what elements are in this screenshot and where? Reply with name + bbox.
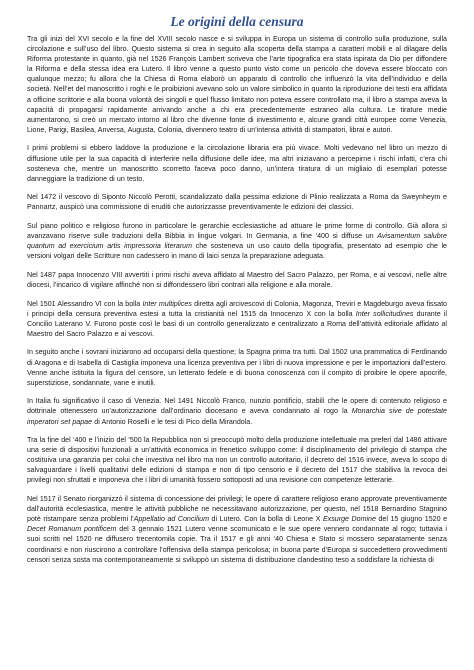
text-run: Nel 1472 il vescovo di Siponto Niccolò Perotti, scandalizzato dalla pessima edizione di Plinio realizzata a Roma da Sweynheym e Pannartz, auspicò una commissione di eruditi che autorizzasse preventivamente le edizioni dei classici. [27,193,447,212]
italic-title-run: Inter sollicitudines [355,309,414,318]
text-run: durante il Concilio Laterano V. Furono poste così le basi di un controllo generalizzato e centralizzato a Roma dell’attività editoriale affidato al Maestro del Sacro Palazzo e ai vescovi. [27,309,447,338]
text-run: che sosteneva un uso cauto della tipografia, presentato ad esempio che le versioni volgari delle Scritture non cadessero in mano di laici senza la preparazione adeguata. [27,242,447,261]
paragraph [27,34,447,135]
text-run: Tra la fine del ‘400 e l’inizio del ‘500 la Repubblica non si preoccupò molto della produzione intellettuale ma preferì dal 1486 attivare una serie di dispositivi funzionali a un’attività economica in frenetico sviluppo come: il disciplinamento del privilegio di stampa che costituiva una garanzia per colui che investiva nel libro ma non un controllo autoritario, il decreto del 1516 invece, aveva lo scopo di salvaguardare i livelli qualitativi delle edizioni di stampa e non di tipo censorio e il decreto del 1517 che stabiliva la revoca dei privilegi non sfruttati e imponeva che i libri di umanità fossero sottoposti ad una revisione con competenze letterarie. [27,436,447,485]
paragraph [27,435,447,485]
text-run: Tra gli inizi del XVI secolo e la fine del XVIII secolo nasce e si sviluppa in Europa un sistema di controllo sulla produzione, sulla circolazione e sull’uso del libro. Questo sistema si crea in seguito alla scoperta della stampa a caratteri mobili e al dilagare della Riforma protestante in quanto, già nel 1526 François Lambert scriveva che l’arte tipografica era stata ispirata da Dio per diffondere la Riforma e della stessa idea era Lutero. Il libro venne a questo punto visto come un pericolo che doveva essere bloccato con qualunque mezzo; fu allora che la Chiesa di Roma elaborò un apparato di controllo che influenzò la vita dell’individuo e della società. Nell’et del manoscritto i roghi e le proibizioni avevano solo un valore simbolico in quanto la riproduzione dei testi era affidata a officine scrittorie e alla buona volontà dei singoli e quel flusso limitato non poteva essere controllato ma, il libro a stampa aveva la capacità di propagarsi rapidamente arrivando anche a chi era precedentemente estraneo alla cultura. Le tirature medie aumentarono, si creò un mercato intorno al libro che divenne fonte di investimento e, alcune grandi città europee come Venezia, Lione, Parigi, Basilea, Anversa, Augusta, Colonia, divennero teatro di un’intensa attività di stampatori, librai e autori. [27,35,447,134]
page-title: Le origini della censura [170,14,304,29]
paragraph [27,143,447,183]
text-run: del 3 gennaio 1521 Lutero venne scomunicato e le sue opere vennero condannate al rogo; tuttavia i suoi scritti nel 1520 ne diffusero trecentomila copie. Tra il 1517 e gli anni ‘40 Chiesa e Stato si mossero separatamente senza coordinarsi e non riuscirono a controllare l’offensiva della stampa pericolosa; in buona parte d’Europa si succedettero provvedimenti censori senza sosta ma contemporaneamente si sviluppò un sistema di distribuzione clandestino teso a soddisfare la richiesta di [27,525,447,564]
text-run: Nel 1501 Alessandro VI con la bolla [27,299,143,308]
text-run: In Italia fu significativo il caso di Venezia. Nel 1491 Niccolò Franco, nunzio pontificio, stabilì che le opere di contenuto religioso e dottrinale ottenessero un’autorizzazione dall’ordinario diocesano e aveva condannato al rogo la [27,397,447,416]
paragraph [27,396,447,426]
paragraph [27,347,447,387]
text-run: I primi problemi si ebbero laddove la produzione e la circolazione libraria era più vivace. Molti vedevano nel libro un mezzo di diffusione utile per la sua capacità di interferire nella diffusione delle idee, ma altri iniziavano a percepirne i rischi infatti, c’era chi sosteneva che, mentre un manoscritto scorretto faceva poco danno, un’intera tiratura di un migliaio di esemplari potesse danneggiare la tradizione di un testo. [27,144,447,183]
text-run: In seguito anche i sovrani iniziarono ad occuparsi della questione; la Spagna prima tra tutti. Dal 1502 una prammatica di Ferdinando di Aragona e di Isabella di Castiglia imponeva una licenza preventiva per i libri di nuova impressione e per le importazioni dall’estero. Venne anche istituita la figura del censore, un letterato fedele e di buona conoscenza con il compito di proibire le opere apocrife, superstiziose, sondannate, vane e inutili. [27,348,447,387]
italic-title-run: Appellatio ad Concilium [133,515,210,524]
text-run: Nel 1517 il Senato riorganizzò il sistema di concessione dei privilegi; le opere di carattere religioso erano approvate preventivamente dall’autorità ecclesiastica, mentre le attività pubbliche ne necessitavano autorizzazione, per questo, nel 1518 Bernardino Stagnino potè ristampare senza problemi l’ [27,495,447,524]
paragraph [27,270,447,290]
text-run: Sul piano politico e religioso furono in particolare le gerarchie ecclesiastiche ad attuare le prime forme di controllo. Già allora si avanzavano riserve sulle traduzioni della Bibbia in lingue volgari. In Germania, a fine ‘400 si diffuse un [27,222,447,241]
paragraph [27,221,447,261]
body-text [27,34,447,565]
text-run: Nel 1487 papa Innocenzo VIII avvertiti i primi rischi aveva affidato al Maestro del Sacro Palazzo, per Roma, e ai vescovi, nelle altre diocesi, l’incarico di vigilare affinché non si diffondessero libri contrari alla religione e alla morale. [27,270,447,289]
paragraph [27,192,447,212]
text-run: diretta agli arcivescovi di Colonia, Magonza, Treviri e Magdeburgo aveva fissato i principi della censura preventiva estesi a tutta la cristianità nel 1515 da Innocenzo X con la bolla [27,299,447,318]
text-run: di Antonio Roselli e le tesi di Pico della Mirandola. [92,417,253,426]
paragraph [27,299,447,339]
italic-title-run: Exsurge Domine [322,515,376,524]
paragraph [27,494,447,565]
text-run: del 15 giugno 1520 e [375,515,448,524]
italic-title-run: Inter multiplices [142,299,192,308]
italic-title-run: Monarchia sive de potestate imperatori set papae [27,407,447,426]
text-run: di Lutero. Con la bolla di Leone X [209,515,323,524]
italic-title-run: Decet Romanum pontificem [27,525,117,534]
italic-title-run: Avisamentum salubre quantum ad exercicium artis impressoria literarum [27,232,448,251]
